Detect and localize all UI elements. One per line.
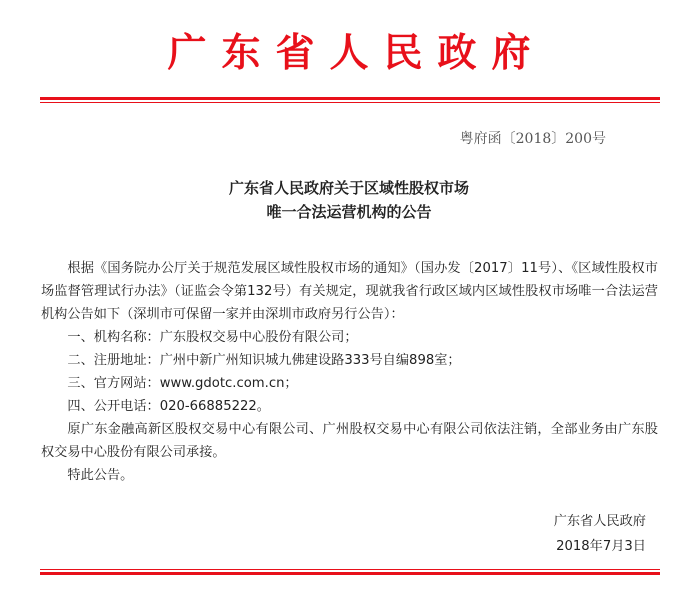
issue-date: 2018年7月3日: [556, 539, 646, 554]
header-red-rule: [40, 97, 660, 103]
notice-body: [41, 257, 658, 487]
intro-paragraph: 根据《国务院办公厅关于规范发展区域性股权市场的通知》（国办发〔2017〕11号）、《区域性股权市场监督管理试行办法》（证监会令第132号）有关规定，现就我省行政区域内区域性股权市场唯一合法运营机构公告如下（深圳市可保留一家并由深圳市政府另行公告）：: [41, 261, 658, 322]
item-registered-address: 二、注册地址：广州中新广州知识城九佛建设路333号自编898室；: [67, 353, 461, 368]
item-official-website: 三、官方网站：www.gdotc.com.cn；: [67, 376, 298, 391]
notice-title-line-1: 广东省人民政府关于区域性股权市场: [228, 179, 469, 197]
notice-title-line-2: 唯一合法运营机构的公告: [266, 203, 432, 221]
document-header-title: 广东省人民政府: [167, 30, 546, 76]
item-institution-name: 一、机构名称：广东股权交易中心股份有限公司；: [67, 330, 358, 345]
document-number: 粤府函〔2018〕200号: [459, 131, 606, 147]
header-rule-thin-line: [40, 102, 660, 103]
footer-rule-thick-line: [40, 572, 660, 575]
issuer-signature: 广东省人民政府: [553, 514, 646, 529]
item-public-phone: 四、公开电话：020-66885222。: [67, 399, 270, 414]
deregistration-paragraph: 原广东金融高新区股权交易中心有限公司、广州股权交易中心有限公司依法注销，全部业务由广东股权交易中心股份有限公司承接。: [41, 422, 658, 460]
closing-line: 特此公告。: [67, 468, 134, 483]
footer-red-rule: [40, 569, 660, 575]
